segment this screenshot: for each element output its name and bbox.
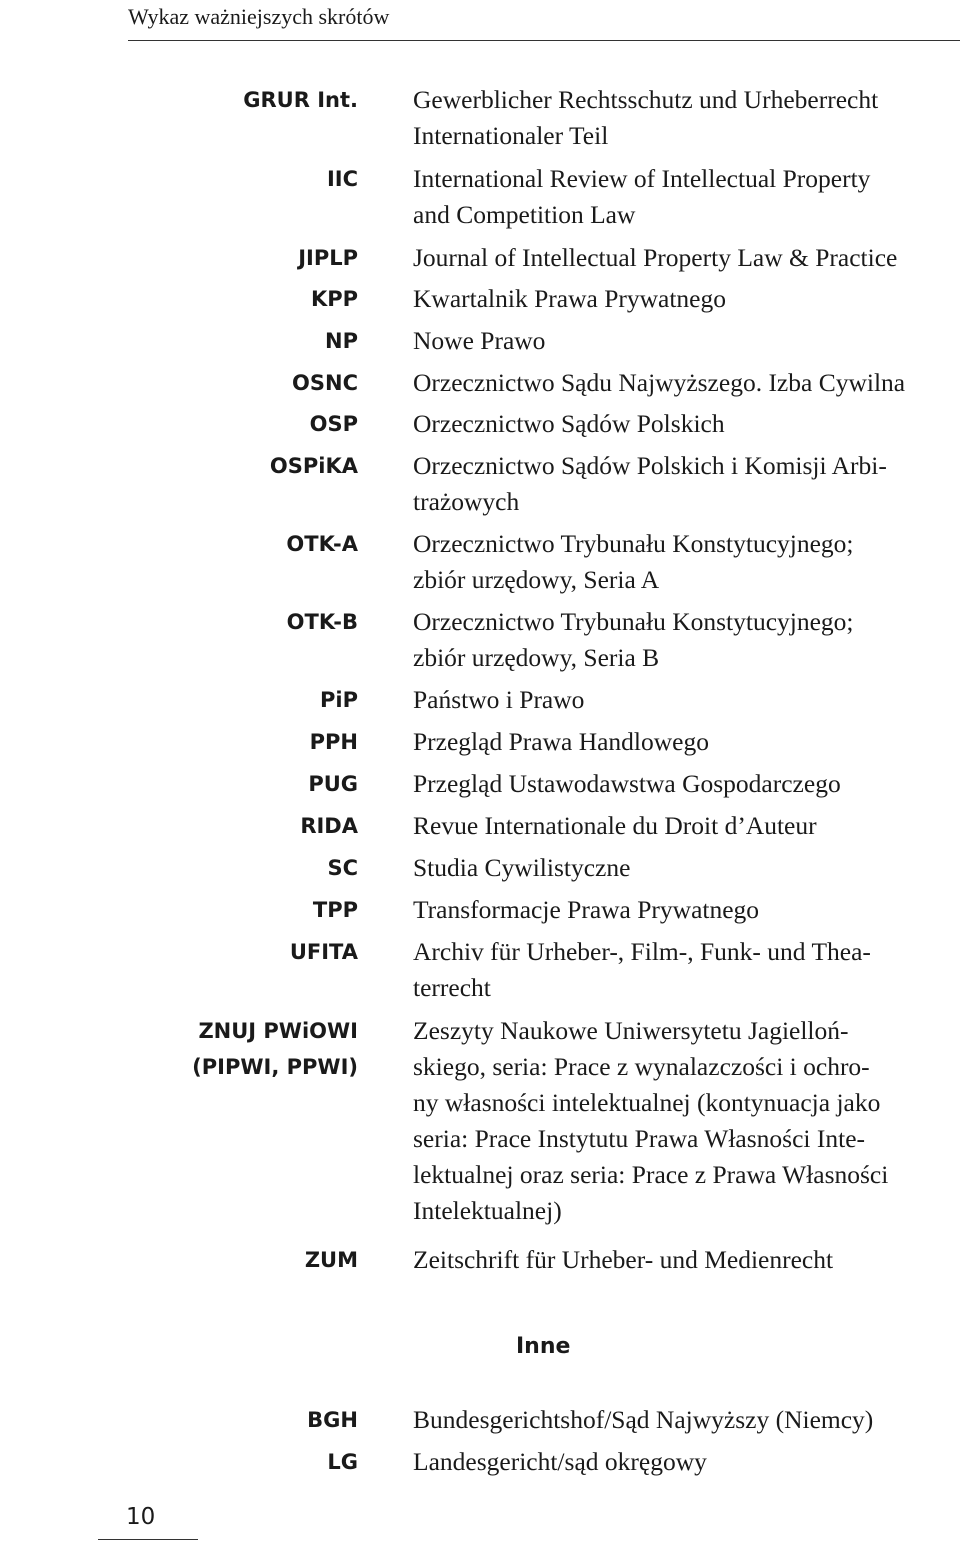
page-number-rule [98, 1539, 198, 1540]
entry-abbreviation: IIC [326, 167, 358, 191]
entry-definition: Studia Cywilistyczne [413, 853, 631, 882]
entry-abbreviation: OSNC [292, 371, 358, 395]
entry-definition: Archiv für Urheber-, Film-, Funk- und Thea- terrecht [413, 937, 871, 1002]
entry-definition: Kwartalnik Prawa Prywatnego [413, 284, 726, 313]
entry-abbreviation: BGH [307, 1408, 358, 1432]
entry-abbreviation: PPH [309, 730, 358, 754]
entry-definition: Przegląd Ustawodawstwa Gospodarczego [413, 769, 841, 798]
entry-abbreviation: TPP [312, 898, 358, 922]
entry-definition: Landesgericht/sąd okręgowy [413, 1447, 707, 1476]
entry-definition: Orzecznictwo Sądów Polskich i Komisji Arbi- trażowych [413, 451, 887, 516]
entry-abbreviation: LG [327, 1450, 358, 1474]
entry-abbreviation: ZNUJ PWiOWI (PIPWI, PPWI) [192, 1019, 358, 1079]
entry-definition: Orzecznictwo Trybunału Konstytucyjnego; zbiór urzędowy, Seria B [413, 607, 854, 672]
section-title-inne: Inne [516, 1334, 571, 1359]
header-rule [128, 40, 960, 41]
entry-abbreviation: RIDA [300, 814, 358, 838]
entry-abbreviation: PiP [320, 688, 358, 712]
entry-definition: Orzecznictwo Sądów Polskich [413, 409, 725, 438]
entry-abbreviation: SC [327, 856, 358, 880]
entry-abbreviation: OSPiKA [269, 454, 358, 478]
entry-abbreviation: PUG [308, 772, 358, 796]
entry-abbreviation: OSP [309, 412, 358, 436]
entry-definition: Journal of Intellectual Property Law & Practice [413, 243, 898, 272]
entry-abbreviation: OTK-A [286, 532, 358, 556]
entry-definition: Revue Internationale du Droit d’Auteur [413, 811, 817, 840]
entry-definition: Orzecznictwo Sądu Najwyższego. Izba Cywilna [413, 368, 906, 397]
page-number: 10 [126, 1504, 156, 1530]
entry-definition: Bundesgerichtshof/Sąd Najwyższy (Niemcy) [413, 1405, 874, 1434]
entry-abbreviation: KPP [310, 287, 358, 311]
entry-definition: Gewerblicher Rechtsschutz und Urheberrecht Internationaler Teil [413, 85, 879, 150]
entry-abbreviation: GRUR Int. [243, 88, 358, 112]
entry-abbreviation: OTK-B [286, 610, 358, 634]
entry-definition: Orzecznictwo Trybunału Konstytucyjnego; zbiór urzędowy, Seria A [413, 529, 854, 594]
entry-definition: Zeszyty Naukowe Uniwersytetu Jagielloń- skiego, seria: Prace z wynalazczości i ochro- ny własności intelektualnej (kontynuacja jako seria: Prace Instytutu Prawa Własności Inte- lektualnej oraz seria: Prace z Prawa Własności Intelektualnej) [413, 1016, 889, 1225]
entry-definition: Zeitschrift für Urheber- und Medienrecht [413, 1245, 834, 1274]
entry-definition: Przegląd Prawa Handlowego [413, 727, 709, 756]
entry-abbreviation: ZUM [304, 1248, 358, 1272]
entry-abbreviation: UFITA [289, 940, 358, 964]
entry-abbreviation: JIPLP [298, 246, 358, 270]
entry-abbreviation: NP [325, 329, 358, 353]
entry-definition: International Review of Intellectual Property and Competition Law [413, 164, 871, 229]
entry-definition: Transformacje Prawa Prywatnego [413, 895, 760, 924]
running-header: Wykaz ważniejszych skrótów [128, 4, 390, 29]
entry-definition: Nowe Prawo [413, 326, 546, 355]
entry-definition: Państwo i Prawo [413, 685, 585, 714]
